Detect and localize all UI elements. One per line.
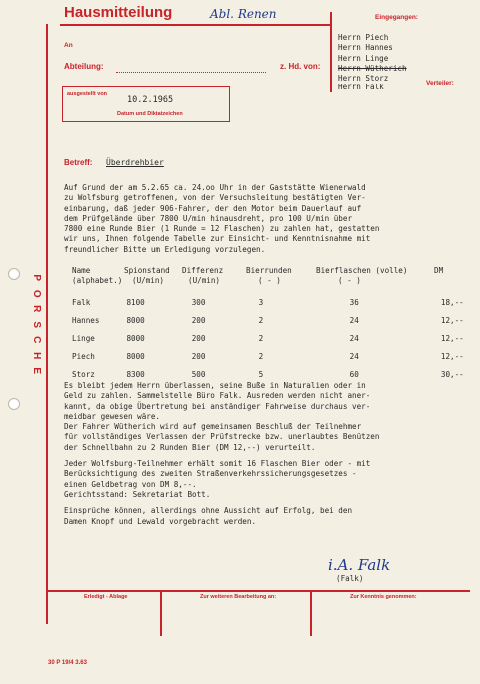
betreff-label: Betreff: bbox=[64, 158, 93, 167]
cell-bierrunden: 3 bbox=[258, 298, 264, 307]
intro-line: zu Wolfsburg getroffenen, von der Versuchsleitung bestätigten Ver- bbox=[64, 193, 366, 203]
cell-spionstand: 8000 bbox=[126, 352, 145, 361]
cell-name: Piech bbox=[72, 352, 95, 361]
header-line: Bierflaschen (volle) bbox=[316, 266, 408, 275]
cell-name: Hannes bbox=[72, 316, 100, 325]
datum-label: Datum und Diktatzeichen bbox=[117, 111, 183, 117]
date-box bbox=[62, 86, 230, 122]
col-header-spionstand bbox=[124, 266, 170, 287]
body-line: Jeder Wolfsburg-Teilnehmer erhält somit 16 Flaschen Bier oder - mit bbox=[64, 459, 371, 469]
recipient: Herrn Linge bbox=[338, 53, 389, 63]
cell-bierrunden: 2 bbox=[258, 316, 264, 325]
body-line: Damen Knopf und Lewald vorgebracht werden. bbox=[64, 516, 257, 526]
recipient: Herrn Hannes bbox=[338, 43, 393, 53]
cell-differenz: 200 bbox=[191, 334, 206, 343]
logo-letter: C bbox=[30, 336, 42, 344]
handwritten-note: Abl. Renen bbox=[210, 7, 277, 21]
date-value: 10.2.1965 bbox=[127, 95, 174, 105]
cell-name: Storz bbox=[72, 370, 95, 379]
fines-table bbox=[72, 298, 480, 388]
body-line: Geld zu zahlen. Sammelstelle Büro Falk. Ausreden werden nicht aner- bbox=[64, 391, 371, 401]
recipient: Herrn Wütherich bbox=[338, 63, 407, 73]
recipient: Herrn Piech bbox=[338, 33, 389, 42]
cell-dm: 12,-- bbox=[440, 352, 464, 361]
col-header-dm bbox=[434, 266, 443, 276]
cell-dm: 30,-- bbox=[440, 370, 464, 379]
form-code: 30 P 19/4 3.63 bbox=[48, 660, 87, 666]
col-header-bierrunden bbox=[246, 266, 292, 287]
cell-spionstand: 8000 bbox=[126, 316, 145, 325]
header-line: Bierrunden bbox=[246, 266, 292, 275]
table-row bbox=[72, 352, 480, 370]
intro-line: wir uns, Ihnen folgende Tabelle zur Einsicht- und Kenntnisnahme mit bbox=[64, 234, 371, 244]
cell-bierrunden: 2 bbox=[258, 352, 264, 361]
cell-bierrunden: 2 bbox=[258, 334, 264, 343]
zhd-label: z. Hd. von: bbox=[280, 62, 321, 71]
body-line: Der Fahrer Wütherich wird auf gemeinsamen Beschluß der Teilnehmer bbox=[64, 422, 362, 432]
col-header-differenz bbox=[182, 266, 223, 287]
body-paragraphs bbox=[64, 381, 379, 527]
body-line: kannt, da obige Übertretung bei anständiger Fahrweise durchaus ver- bbox=[64, 401, 371, 411]
intro-line: freundlicher Bitte um Erledigung vorzulegen. bbox=[64, 244, 266, 254]
recipient-list bbox=[338, 33, 407, 91]
recipient: Herrn Falk bbox=[338, 84, 384, 92]
doc-title: Hausmitteilung bbox=[64, 4, 173, 21]
logo-letter: P bbox=[30, 274, 42, 282]
table-row bbox=[72, 334, 480, 352]
body-line: Es bleibt jedem Herrn überlassen, seine Buße in Naturalien oder in bbox=[64, 381, 366, 390]
cell-differenz: 500 bbox=[191, 370, 206, 379]
logo-letter: O bbox=[30, 289, 42, 298]
header-line: (alphabet.) bbox=[72, 276, 123, 286]
eingegangen-label: Eingegangen: bbox=[375, 14, 418, 21]
an-label: An bbox=[64, 42, 73, 49]
header-underline bbox=[60, 24, 330, 26]
cell-differenz: 200 bbox=[191, 352, 206, 361]
logo-letter: R bbox=[30, 305, 42, 313]
footer-top-line bbox=[46, 590, 470, 592]
abteilung-line bbox=[116, 72, 266, 73]
header-line: (U/min) bbox=[132, 276, 165, 286]
logo-letter: E bbox=[30, 367, 42, 375]
header-line: ( - ) bbox=[258, 276, 281, 286]
body-line: einen Geldbetrag von DM 8,--. bbox=[64, 479, 197, 489]
signature-handwritten: i.A. Falk bbox=[328, 556, 391, 574]
header-line: Name bbox=[72, 266, 91, 275]
intro-line: Auf Grund der am 5.2.65 ca. 24.oo Uhr in der Gaststätte Wienerwald bbox=[64, 183, 366, 192]
cell-spionstand: 8100 bbox=[126, 298, 145, 307]
cell-bierflaschen: 36 bbox=[349, 298, 359, 307]
body-line: meidbar gewesen wäre. bbox=[64, 411, 161, 421]
cell-dm: 18,-- bbox=[440, 298, 464, 307]
recipient: Herrn Storz bbox=[338, 74, 389, 84]
footer-divider-2 bbox=[310, 590, 312, 636]
punch-hole-bottom bbox=[8, 398, 20, 410]
table-row bbox=[72, 316, 480, 334]
logo-letter: H bbox=[30, 351, 42, 359]
bearbeitung-label: Zur weiteren Bearbeitung an: bbox=[200, 594, 277, 600]
cell-bierrunden: 5 bbox=[258, 370, 264, 379]
header-line: (U/min) bbox=[188, 276, 221, 286]
body-line: Einsprüche können, allerdings ohne Aussicht auf Erfolg, bei den bbox=[64, 506, 353, 516]
body-line: für vollständiges Verlassen der Prüfstrecke bzw. unerlaubtes Benützen bbox=[64, 432, 380, 442]
header-line: Differenz bbox=[182, 266, 224, 275]
cell-differenz: 200 bbox=[191, 316, 206, 325]
col-header-name bbox=[72, 266, 122, 287]
abteilung-label: Abteilung: bbox=[64, 62, 104, 71]
left-margin-line bbox=[46, 24, 48, 624]
table-row bbox=[72, 298, 480, 316]
ausgestellt-label: ausgestellt von bbox=[67, 91, 108, 97]
cell-differenz: 300 bbox=[191, 298, 206, 307]
header-line: ( - ) bbox=[338, 276, 361, 286]
cell-dm: 12,-- bbox=[440, 316, 464, 325]
header-line: DM bbox=[434, 266, 444, 275]
cell-name: Linge bbox=[72, 334, 95, 343]
intro-paragraph bbox=[64, 183, 379, 255]
cell-bierflaschen: 24 bbox=[349, 352, 359, 361]
cell-bierflaschen: 24 bbox=[349, 316, 359, 325]
intro-line: einbarung, daß jeder 906-Fahrer, der den Motor beim Dauerlauf auf bbox=[64, 203, 362, 213]
punch-hole-top bbox=[8, 268, 20, 280]
body-line: Berücksichtigung des zweiten Straßenverkehrssicherungsgesetzes - bbox=[64, 469, 357, 479]
cell-bierflaschen: 60 bbox=[349, 370, 359, 379]
logo-letter: S bbox=[30, 320, 42, 328]
betreff-text: Überdrehbier bbox=[106, 158, 164, 167]
col-header-bierflaschen bbox=[316, 266, 407, 287]
intro-line: dem Prüfgelände über 7800 U/min hinausdreht, pro 100 U/min über bbox=[64, 213, 353, 223]
recipient-box-left bbox=[330, 12, 332, 92]
signature-typed: (Falk) bbox=[336, 574, 364, 583]
cell-dm: 12,-- bbox=[440, 334, 464, 343]
body-line: Gerichtsstand: Sekretariat Bott. bbox=[64, 489, 211, 499]
cell-spionstand: 8000 bbox=[126, 334, 145, 343]
cell-name: Falk bbox=[72, 298, 91, 307]
verteiler-label: Verteiler: bbox=[426, 80, 454, 87]
body-line: der Schnellbahn zu 2 Runden Bier (DM 12,--) verurteilt. bbox=[64, 442, 316, 452]
erledigt-label: Erledigt - Ablage bbox=[84, 594, 128, 600]
header-line: Spionstand bbox=[124, 266, 170, 275]
intro-line: 7800 eine Runde Bier (1 Runde = 12 Flaschen) zu zahlen hat, gestatten bbox=[64, 224, 380, 234]
porsche-logo bbox=[30, 270, 42, 379]
footer-divider-1 bbox=[160, 590, 162, 636]
cell-bierflaschen: 24 bbox=[349, 334, 359, 343]
kenntnis-label: Zur Kenntnis genommen: bbox=[350, 594, 417, 600]
cell-spionstand: 8300 bbox=[126, 370, 145, 379]
